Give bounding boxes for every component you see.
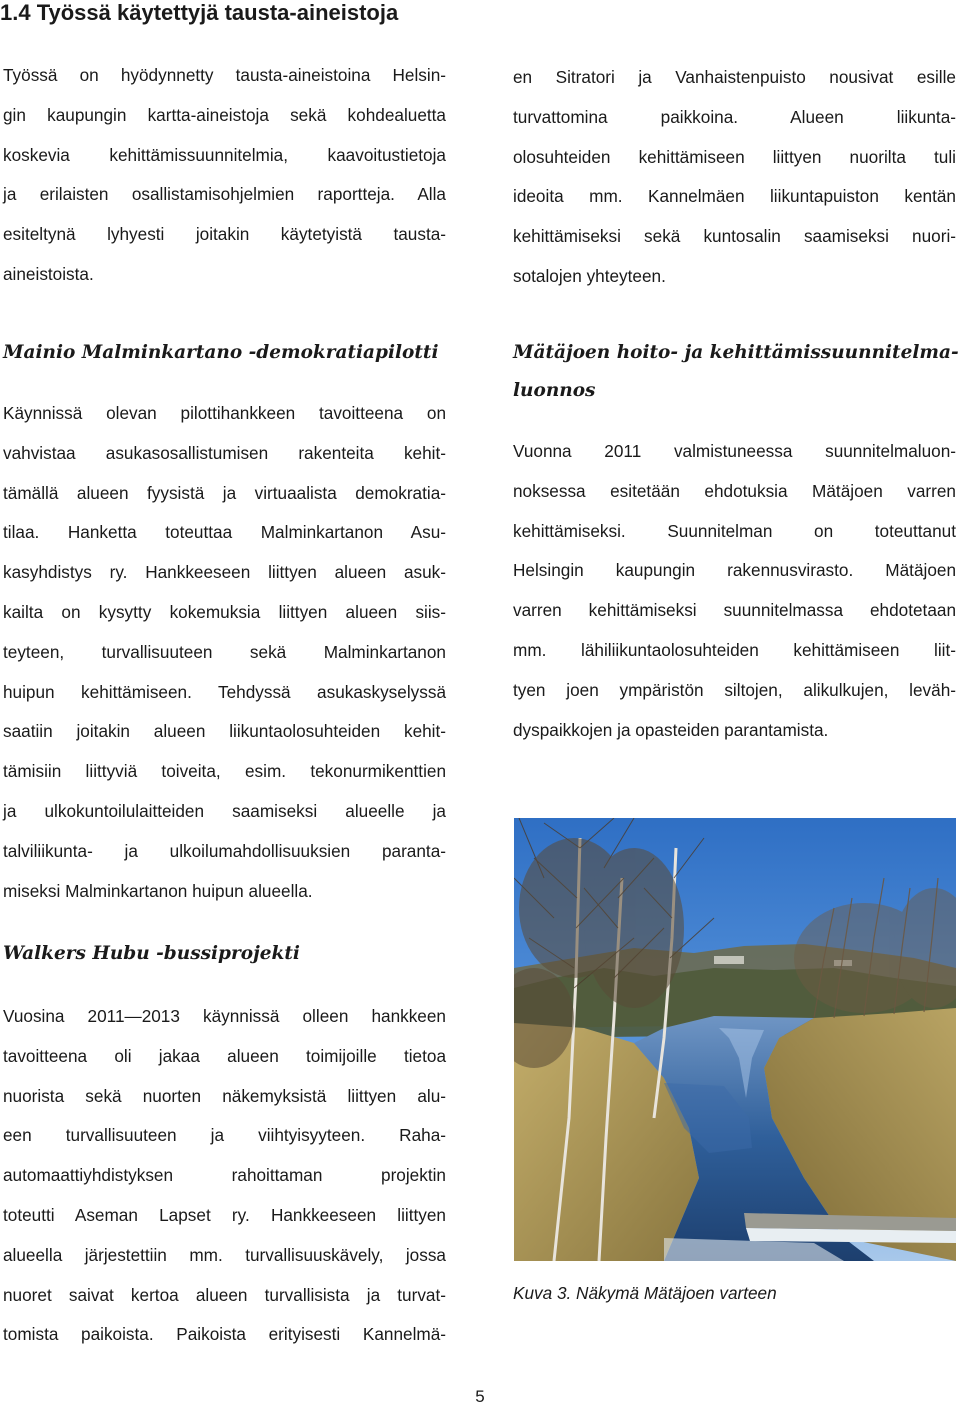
text-line: nuorista sekä nuorten näkemyksistä liittyen alu- xyxy=(3,1085,446,1106)
text-line: en Sitratori ja Vanhaistenpuisto nousivat esille xyxy=(513,67,956,87)
text-line: alueella järjestettiin mm. turvallisuuskävely, jossa xyxy=(3,1244,446,1265)
text-line: gin kaupungin kartta-aineistoja sekä kohdealuetta xyxy=(3,104,446,125)
section-title-malminkartano: Mainio Malminkartano -demokratiapilotti xyxy=(3,342,439,363)
text-line: turvattomina paikkoina. Alueen liikunta- xyxy=(513,106,956,127)
text-line: Vuosina 2011—2013 käynnissä olleen hankkeen xyxy=(3,1006,446,1026)
text-line: Työssä on hyödynnetty tausta-aineistoina Helsin- xyxy=(3,65,446,85)
text-line: Vuonna 2011 valmistuneessa suunnitelmaluon- xyxy=(513,441,956,461)
text-line: olosuhteiden kehittämiseen liittyen nuorilta tuli xyxy=(513,146,956,167)
text-line: tämisiin liittyviä toiveita, esim. tekonurmikenttien xyxy=(3,761,446,782)
text-line: toteutti Aseman Lapset ry. Hankkeeseen liittyen xyxy=(3,1204,446,1225)
text-line: tomista paikoista. Paikoista erityisesti Kannelmä- xyxy=(3,1324,446,1345)
text-line: tavoitteena oli jakaa alueen toimijoille tietoa xyxy=(3,1045,446,1066)
text-line: mm. lähiliikuntaolosuhteiden kehittämiseen liit- xyxy=(513,639,956,660)
text-line: kailta on kysytty kokemuksia liittyen alueen siis- xyxy=(3,601,446,622)
text-line: dyspaikkojen ja opasteiden parantamista. xyxy=(513,719,829,740)
intro-paragraph xyxy=(3,56,446,295)
text-line: vahvistaa asukasosallistumisen rakenteita kehit- xyxy=(3,442,446,463)
walkers-paragraph xyxy=(3,997,446,1355)
section-title-matajoki: Mätäjoen hoito- ja kehittämissuunnitelma- xyxy=(513,342,959,363)
text-line: miseksi Malminkartanon huipun alueella. xyxy=(3,880,313,901)
figure-caption: Kuva 3. Näkymä Mätäjoen varteen xyxy=(513,1283,777,1303)
text-line: huipun kehittämiseen. Tehdyssä asukaskyselyssä xyxy=(3,681,446,702)
text-line: esiteltynä lyhyesti joitakin käytetyistä tausta- xyxy=(3,224,446,245)
text-line: ja ulkokuntoilulaitteiden saamiseksi alueelle ja xyxy=(3,800,446,821)
section-title-walkers: Walkers Hubu -bussiprojekti xyxy=(3,943,300,964)
text-line: kehittämiseksi sekä kuntosalin saamiseksi nuori- xyxy=(513,226,956,247)
text-line: kasyhdistys ry. Hankkeeseen liittyen alueen asuk- xyxy=(3,562,446,583)
text-line: ideoita mm. Kannelmäen liikuntapuiston kentän xyxy=(513,186,956,207)
text-line: tyen joen ympäristön siltojen, alikulkujen, leväh- xyxy=(513,679,956,700)
text-line: varren kehittämiseksi suunnitelmassa ehdotetaan xyxy=(513,600,956,621)
text-line: talviliikunta- ja ulkoilumahdollisuuksien paranta- xyxy=(3,840,446,861)
text-line: nuoret saivat kertoa alueen turvallisista ja turvat- xyxy=(3,1284,446,1305)
text-line: een turvallisuuteen ja viihtyisyyteen. Raha- xyxy=(3,1125,446,1146)
continuation-paragraph xyxy=(513,58,956,297)
text-line: tilaa. Hanketta toteuttaa Malminkartanon Asu- xyxy=(3,522,446,543)
matajoki-paragraph xyxy=(513,432,956,750)
page-heading: 1.4 Työssä käytettyjä tausta-aineistoja xyxy=(0,0,399,25)
text-line: tämällä alueen fyysistä ja virtuaalista demokratia- xyxy=(3,482,446,503)
text-line: Helsingin kaupungin rakennusvirasto. Mätäjoen xyxy=(513,560,956,581)
text-line: koskevia kehittämissuunnitelmia, kaavoitustietoja xyxy=(3,144,446,165)
text-line: noksessa esitetään ehdotuksia Mätäjoen varren xyxy=(513,480,956,501)
text-line: aineistoista. xyxy=(3,263,94,284)
text-line: ja erilaisten osallistamisohjelmien raportteja. Alla xyxy=(3,184,446,205)
river-photo xyxy=(514,818,956,1261)
malminkartano-paragraph xyxy=(3,394,446,911)
section-title-matajoki-cont: luonnos xyxy=(513,380,596,401)
text-line: Käynnissä olevan pilottihankkeen tavoitteena on xyxy=(3,403,446,423)
text-line: automaattiyhdistyksen rahoittaman projektin xyxy=(3,1165,446,1186)
text-line: saatiin joitakin alueen liikuntaolosuhteiden kehit- xyxy=(3,721,446,742)
text-line: sotalojen yhteyteen. xyxy=(513,265,666,286)
text-line: teyteen, turvallisuuteen sekä Malminkartanon xyxy=(3,641,446,662)
text-line: kehittämiseksi. Suunnitelman on toteuttanut xyxy=(513,520,956,541)
page-number: 5 xyxy=(475,1387,485,1406)
